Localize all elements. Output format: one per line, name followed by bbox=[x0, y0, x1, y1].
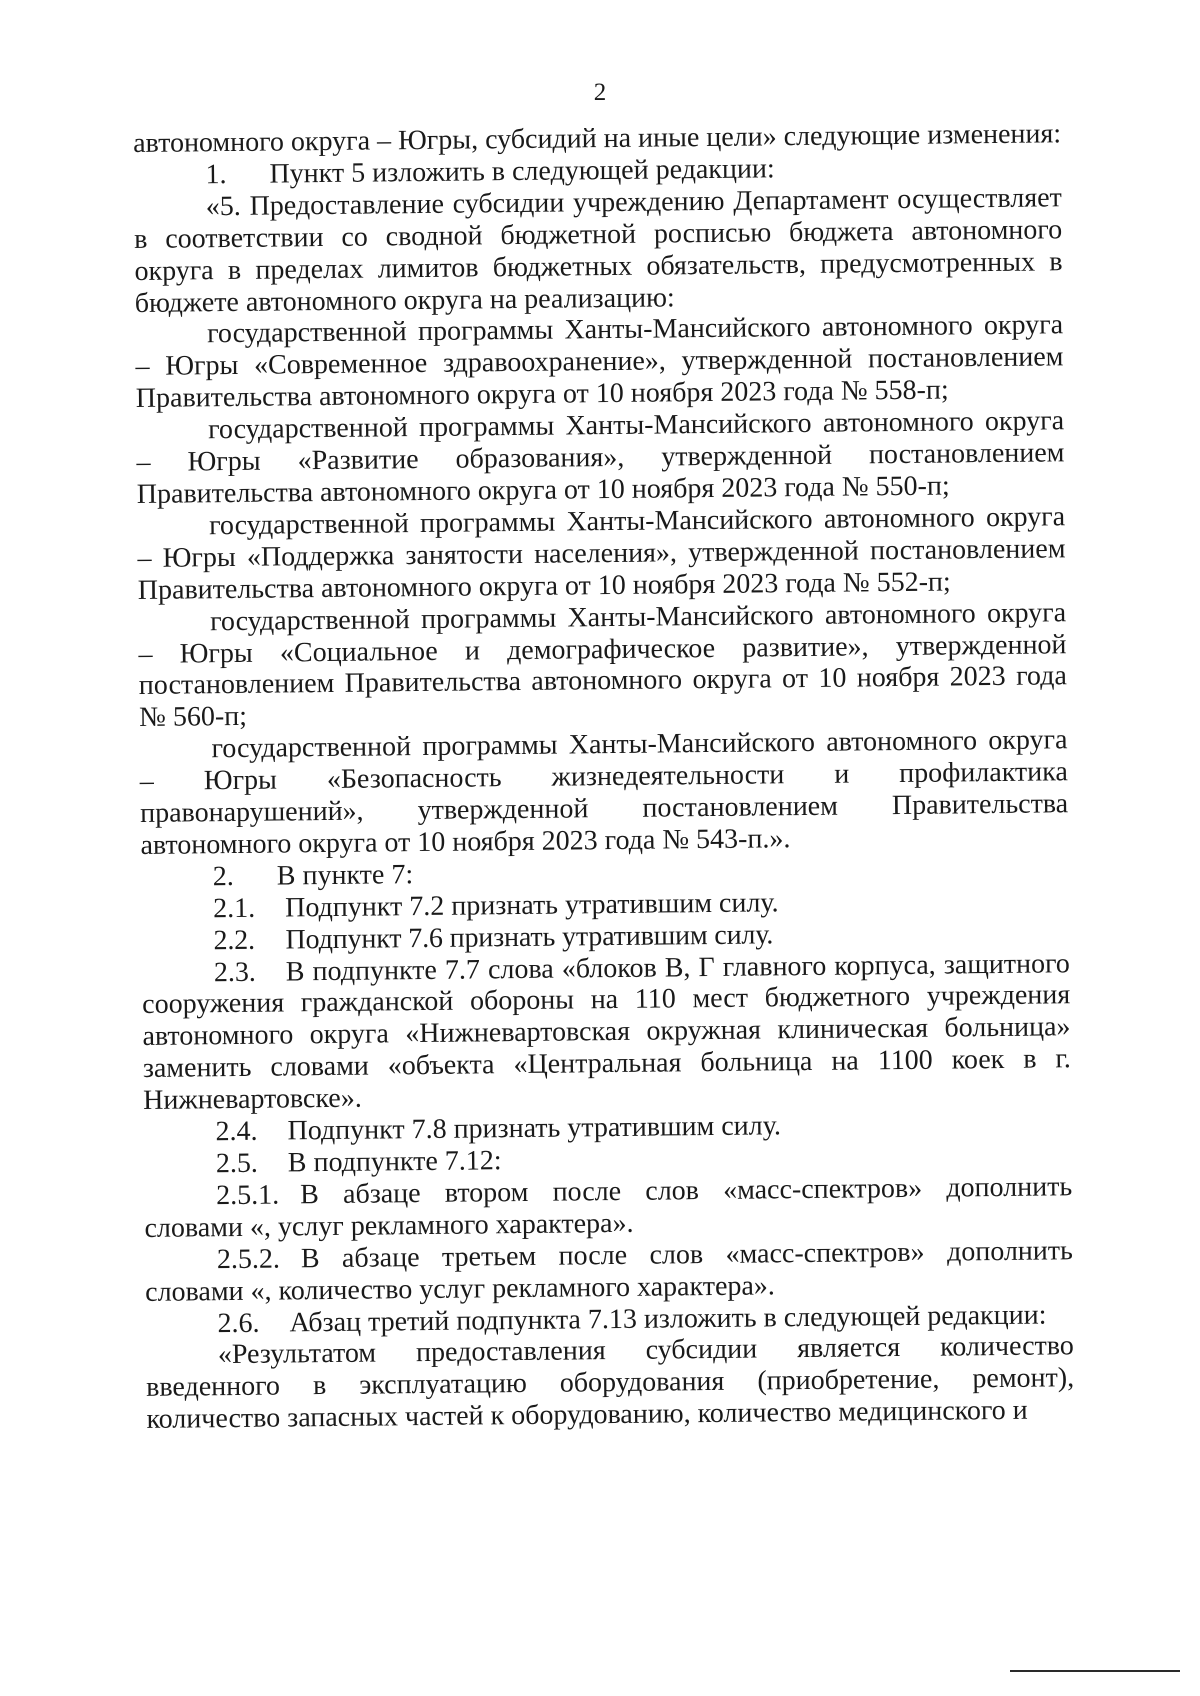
item-number: 2.1. bbox=[213, 892, 256, 924]
paragraph: государственной программы Ханты-Мансийского автономного округа – Югры «Поддержка занятости населения», утвержденной постановлением Правительства автономного округа от 10 ноября 2023 года № 552-п; bbox=[137, 501, 1066, 606]
item-text: Подпункт 7.6 признать утратившим силу. bbox=[285, 918, 774, 956]
item-number: 2.5.2. bbox=[216, 1243, 281, 1275]
list-item bbox=[145, 1235, 1074, 1309]
document-body bbox=[133, 118, 1075, 1436]
item-number: 1. bbox=[205, 158, 227, 191]
list-item bbox=[144, 1171, 1073, 1245]
item-number: 2.2. bbox=[213, 924, 256, 956]
item-text: В подпункте 7.12: bbox=[287, 1145, 502, 1179]
item-number: 2.3. bbox=[213, 956, 257, 988]
item-text: Пункт 5 изложить в следующей редакции: bbox=[269, 153, 775, 190]
page-number: 2 bbox=[593, 79, 607, 106]
item-text: В абзаце третьем после слов «масс-спектров» дополнить словами «, количество услуг рекламного характера». bbox=[145, 1234, 1073, 1308]
item-number: 2.5. bbox=[215, 1147, 259, 1180]
paragraph: «Результатом предоставления субсидии является количество введенного в эксплуатацию оборудования (приобретение, ремонт), количество запасных частей к оборудованию, количество медицинского и bbox=[146, 1330, 1075, 1436]
item-number: 2.6. bbox=[217, 1307, 260, 1339]
paragraph: государственной программы Ханты-Мансийского автономного округа – Югры «Развитие образования», утвержденной постановлением Правительства автономного округа от 10 ноября 2023 года № 550-п; bbox=[136, 405, 1065, 510]
paragraph: государственной программы Ханты-Мансийского автономного округа – Югры «Социальное и демографическое развитие», утвержденной постановлением Правительства автономного округа от 10 ноября 2023 года № 560-п; bbox=[138, 596, 1067, 734]
item-number: 2.4. bbox=[215, 1115, 258, 1148]
item-text: В абзаце втором после слов «масс-спектров» дополнить словами «, услуг рекламного характера». bbox=[144, 1171, 1073, 1244]
paragraph: автономного округа – Югры, субсидий на иные цели» следующие изменения: bbox=[133, 118, 1062, 159]
list-item bbox=[142, 948, 1072, 1117]
item-text: Абзац третий подпункта 7.13 изложить в следующей редакции: bbox=[289, 1299, 1047, 1338]
footer-rule bbox=[1010, 1670, 1180, 1672]
paragraph: государственной программы Ханты-Мансийского автономного округа – Югры «Современное здравоохранение», утвержденной постановлением Правительства автономного округа от 10 ноября 2023 года № 558-п; bbox=[135, 309, 1064, 415]
item-text: В пункте 7: bbox=[276, 858, 414, 892]
item-text: В подпункте 7.7 слова «блоков В, Г главного корпуса, защитного сооружения гражданской обороны на 110 мест бюджетного учреждения автономного округа «Нижневартовская окружная клиническая больница» заменить словами «объекта «Центральная больница на 1100 коек в г. Нижневартовске». bbox=[142, 947, 1071, 1117]
item-number: 2. bbox=[212, 860, 235, 893]
item-number: 2.5.1. bbox=[216, 1179, 280, 1212]
paragraph: «5. Предоставление субсидии учреждению Департамент осуществляет в соответствии со сводной бюджетной росписью бюджета автономного округа в пределах лимитов бюджетных обязательств, предусмотренных в бюджете автономного округа на реализацию: bbox=[134, 182, 1063, 319]
item-text: Подпункт 7.8 признать утратившим силу. bbox=[287, 1110, 782, 1147]
paragraph: государственной программы Ханты-Мансийского автономного округа – Югры «Безопасность жизнедеятельности и профилактика правонарушений», утвержденной постановлением Правительства автономного округа от 10 ноября 2023 года № 543-п.». bbox=[139, 724, 1069, 861]
item-text: Подпункт 7.2 признать утратившим силу. bbox=[285, 887, 779, 924]
